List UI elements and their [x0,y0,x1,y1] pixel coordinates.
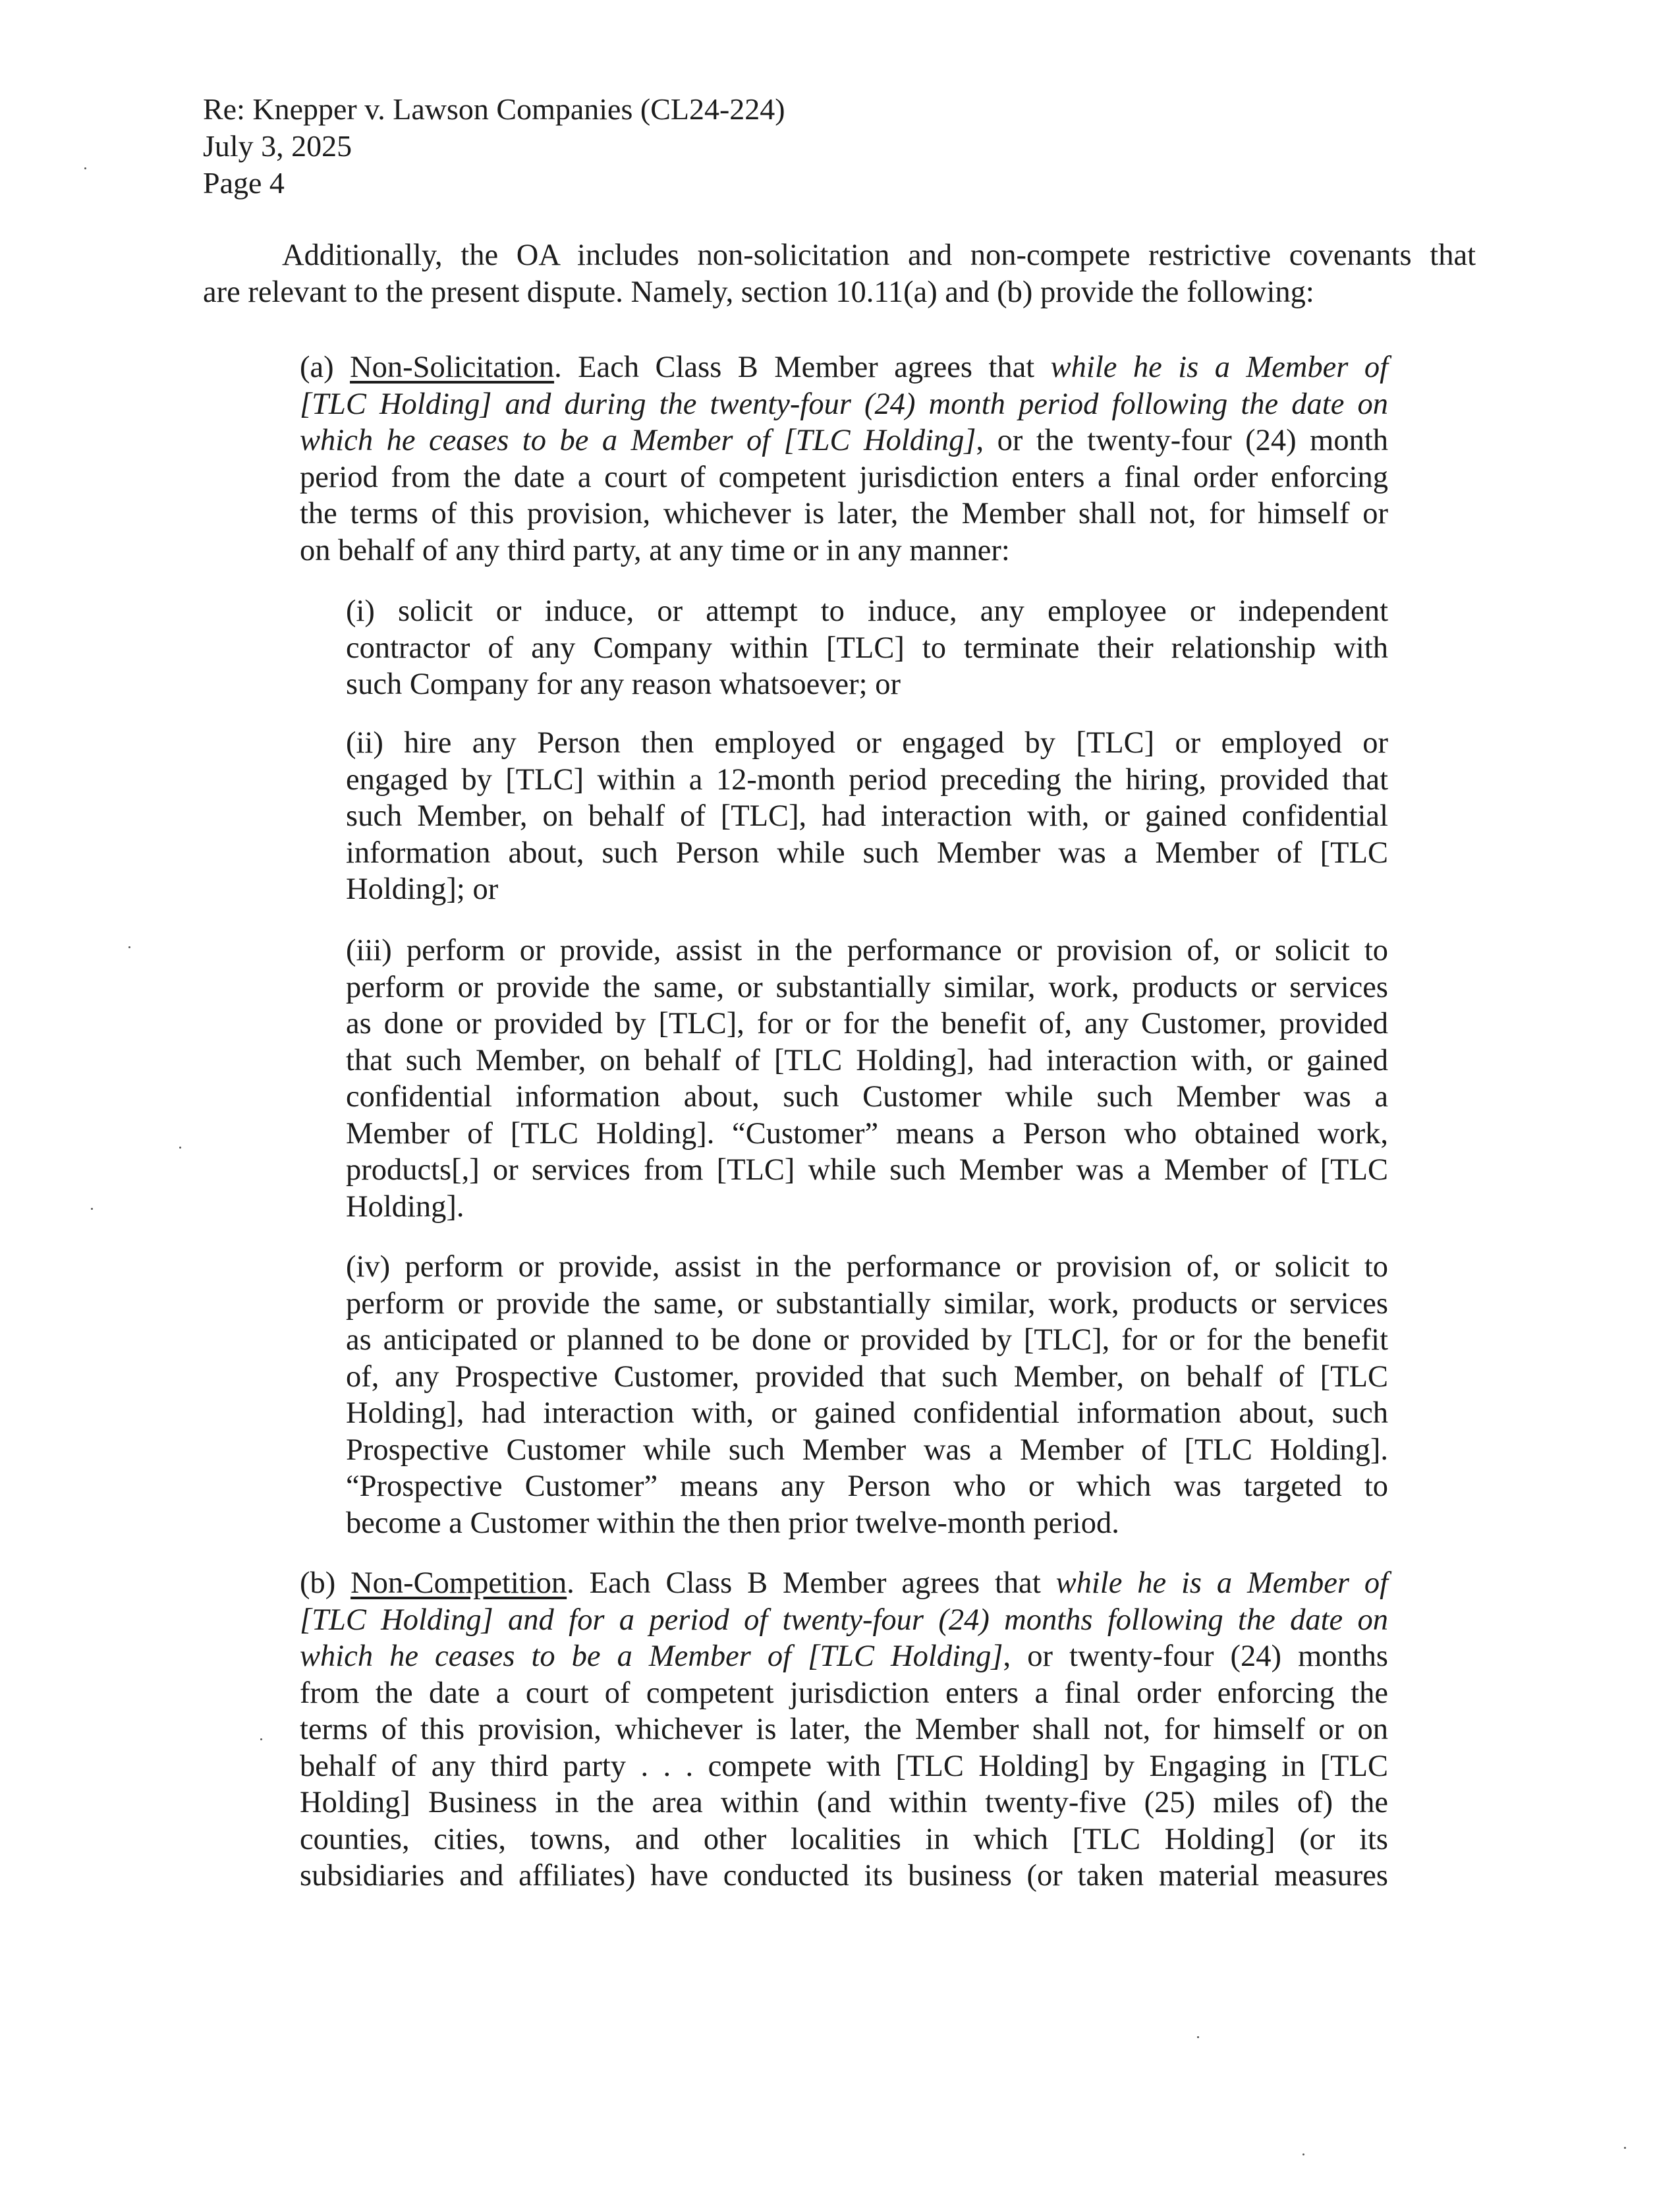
text-line: period from the date a court of competent jurisdiction enters a final order enforcing [300,460,1388,494]
text-line [300,1565,1388,1602]
page-number: Page 4 [203,166,285,200]
text-line: (i) solicit or induce, or attempt to induce, any employee or independent [346,594,1388,628]
text-line: perform or provide the same, or substantially similar, work, products or services [346,970,1388,1004]
letter-date: July 3, 2025 [203,129,352,163]
text-line: “Prospective Customer” means any Person who or which was targeted to [346,1469,1388,1503]
subsection-i [346,593,1388,703]
italic-run: which he ceases to be a Member of [TLC Holding] [300,424,976,457]
scan-speck [1624,2147,1626,2149]
text-line: Holding]; or [346,872,499,906]
text-line: behalf of any third party . . . compete with [TLC Holding] by Engaging in [TLC [300,1749,1388,1783]
text-line: Holding], had interaction with, or gained confidential information about, such [346,1396,1388,1430]
text-line: (iv) perform or provide, assist in the performance or provision of, or solicit to [346,1250,1388,1284]
text-run: . Each Class B Member agrees that [554,351,1051,384]
text-line: as done or provided by [TLC], for or for the benefit of, any Customer, provided [346,1007,1388,1040]
text-line: subsidiaries and affiliates) have conducted its business (or taken material measures [300,1859,1388,1893]
text-line: such Member, on behalf of [TLC], had interaction with, or gained confidential [346,799,1388,833]
text-line: engaged by [TLC] within a 12-month period preceding the hiring, provided that [346,762,1388,797]
text-line: the terms of this provision, whichever is later, the Member shall not, for himself or [300,497,1388,530]
text-line: of, any Prospective Customer, provided that such Member, on behalf of [TLC [346,1359,1388,1394]
scan-speck [1302,2153,1304,2155]
text-run: . Each Class B Member agrees that [567,1566,1056,1600]
scan-speck [128,946,130,948]
text-run: , or twenty-four (24) months [1003,1639,1389,1673]
text-line [300,422,1388,459]
scan-speck [179,1147,181,1149]
scan-speck [84,167,86,169]
italic-run: which he ceases to be a Member of [TLC Holding] [300,1639,1003,1673]
italic-run: while he is a Member of [1055,1566,1388,1600]
letter-header [203,91,785,202]
text-line: become a Customer within the then prior twelve-month period. [346,1506,1119,1540]
section-label: (b) [300,1566,351,1600]
subsection-ii [346,725,1388,908]
section-heading: Non-Solicitation [350,351,555,384]
text-line: [TLC Holding] and for a period of twenty-four (24) months following the date on [300,1603,1388,1637]
italic-run: while he is a Member of [1050,351,1389,384]
section-b-non-competition [300,1565,1388,1894]
text-line: counties, cities, towns, and other localities in which [TLC Holding] (or its [300,1822,1388,1856]
section-heading: Non-Competition [350,1566,567,1600]
text-line: confidential information about, such Customer while such Member was a [346,1080,1388,1114]
text-line: Prospective Customer while such Member was a Member of [TLC Holding]. [346,1433,1388,1467]
text-line: such Company for any reason whatsoever; or [346,668,901,701]
scan-speck [260,1738,262,1740]
text-line [300,349,1388,386]
text-line: (iii) perform or provide, assist in the performance or provision of, or solicit to [346,934,1388,967]
text-line: as anticipated or planned to be done or provided by [TLC], for or for the benefit [346,1323,1388,1357]
text-line: contractor of any Company within [TLC] to terminate their relationship with [346,631,1388,665]
scan-speck [91,1208,93,1210]
text-line: Member of [TLC Holding]. “Customer” means a Person who obtained work, [346,1116,1388,1151]
text-line: are relevant to the present dispute. Namely, section 10.11(a) and (b) provide the following: [203,275,1314,309]
text-line: Holding] Business in the area within (and within twenty-five (25) miles of) the [300,1786,1388,1819]
subsection-iii [346,932,1388,1225]
subsection-iv [346,1249,1388,1541]
text-line: perform or provide the same, or substantially similar, work, products or services [346,1286,1388,1321]
intro-paragraph [203,237,1476,310]
text-line: products[,] or services from [TLC] while such Member was a Member of [TLC [346,1153,1388,1187]
section-label: (a) [300,351,350,384]
text-line: on behalf of any third party, at any time or in any manner: [300,533,1010,567]
scan-speck [1197,2036,1199,2038]
text-line: Additionally, the OA includes non-solicitation and non-compete restrictive covenants that [282,239,1476,272]
text-run: , or the twenty-four (24) month [976,424,1388,457]
text-line: [TLC Holding] and during the twenty-four (24) month period following the date on [300,387,1388,421]
re-line: Re: Knepper v. Lawson Companies (CL24-224) [203,92,785,126]
text-line: from the date a court of competent jurisdiction enters a final order enforcing the [300,1676,1388,1710]
section-a-non-solicitation [300,349,1388,569]
text-line: that such Member, on behalf of [TLC Holding], had interaction with, or gained [346,1043,1388,1077]
text-line: terms of this provision, whichever is later, the Member shall not, for himself or on [300,1713,1388,1746]
text-line: Holding]. [346,1189,464,1224]
text-line: information about, such Person while such Member was a Member of [TLC [346,836,1388,870]
text-line [300,1638,1388,1675]
text-line: (ii) hire any Person then employed or engaged by [TLC] or employed or [346,726,1388,760]
